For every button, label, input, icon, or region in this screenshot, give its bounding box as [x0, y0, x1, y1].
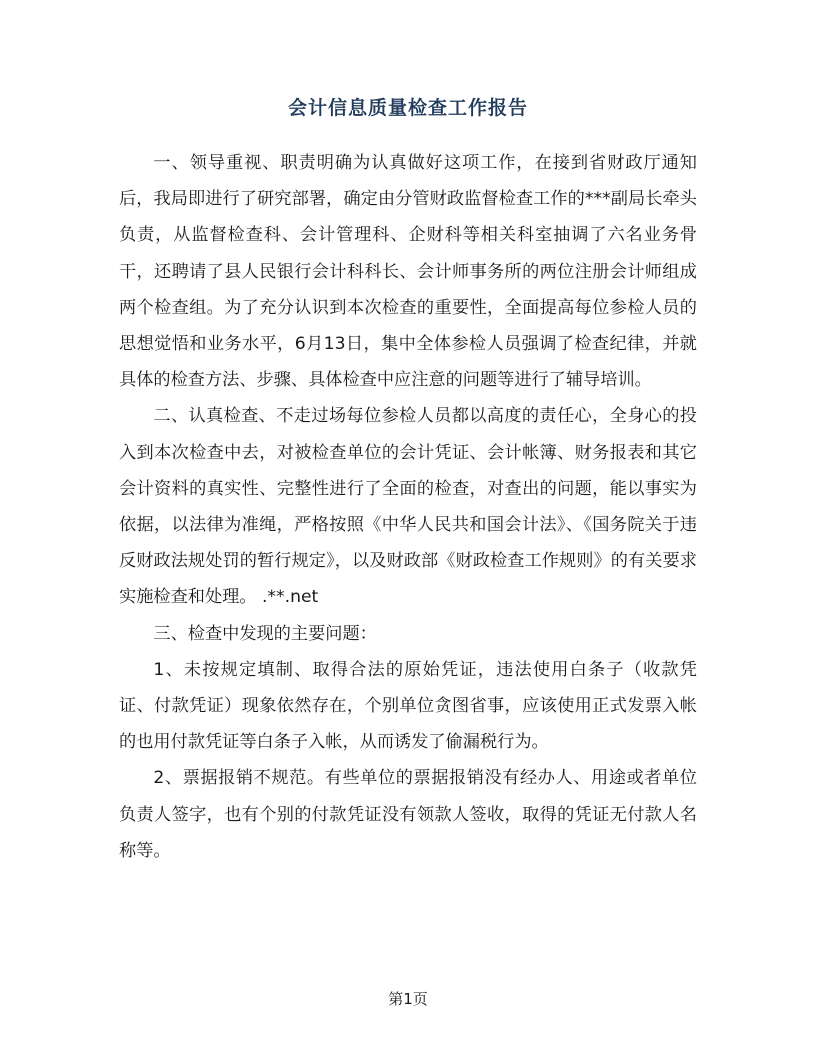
document-title: 会计信息质量检查工作报告	[287, 97, 528, 119]
paragraph-problem-1: 1、未按规定填制、取得合法的原始凭证，违法使用白条子（收款凭证、付款凭证）现象依然存在，个别单位贪图省事，应该使用正式发票入帐的也用付款凭证等白条子入帐，从而诱发了偷漏税行为。	[119, 659, 697, 753]
paragraph-inspection: 二、认真检查、不走过场每位参检人员都以高度的责任心，全身心的投入到本次检查中去，对被检查单位的会计凭证、会计帐簿、财务报表和其它会计资料的真实性、完整性进行了全面的检查，对查出的问题，能以事实为依据，以法律为准绳，严格按照《中华人民共和国会计法》、《国务院关于违反财政法规处罚的暂行规定》，以及财政部《财政检查工作规则》的有关要求实施检查和处理。 .**.net	[119, 406, 697, 608]
paragraph-leadership: 一、领导重视、职责明确为认真做好这项工作，在接到省财政厅通知后，我局即进行了研究部署，确定由分管财政监督检查工作的***副局长牵头负责，从监督检查科、会计管理科、企财科等相关科室抽调了六名业务骨干，还聘请了县人民银行会计科科长、会计师事务所的两位注册会计师组成两个检查组。为了充分认识到本次检查的重要性，全面提高每位参检人员的思想觉悟和业务水平，6月13日，集中全体参检人员强调了检查纪律，并就具体的检查方法、步骤、具体检查中应注意的问题等进行了辅导培训。	[119, 153, 697, 391]
page-number: 第1页	[388, 990, 428, 1008]
paragraph-problem-2: 2、票据报销不规范。有些单位的票据报销没有经办人、用途或者单位负责人签字，也有个别的付款凭证没有领款人签收，取得的凭证无付款人名称等。	[119, 768, 697, 861]
document-body	[119, 145, 697, 869]
paragraph-problems-heading: 三、检查中发现的主要问题：	[153, 623, 377, 644]
